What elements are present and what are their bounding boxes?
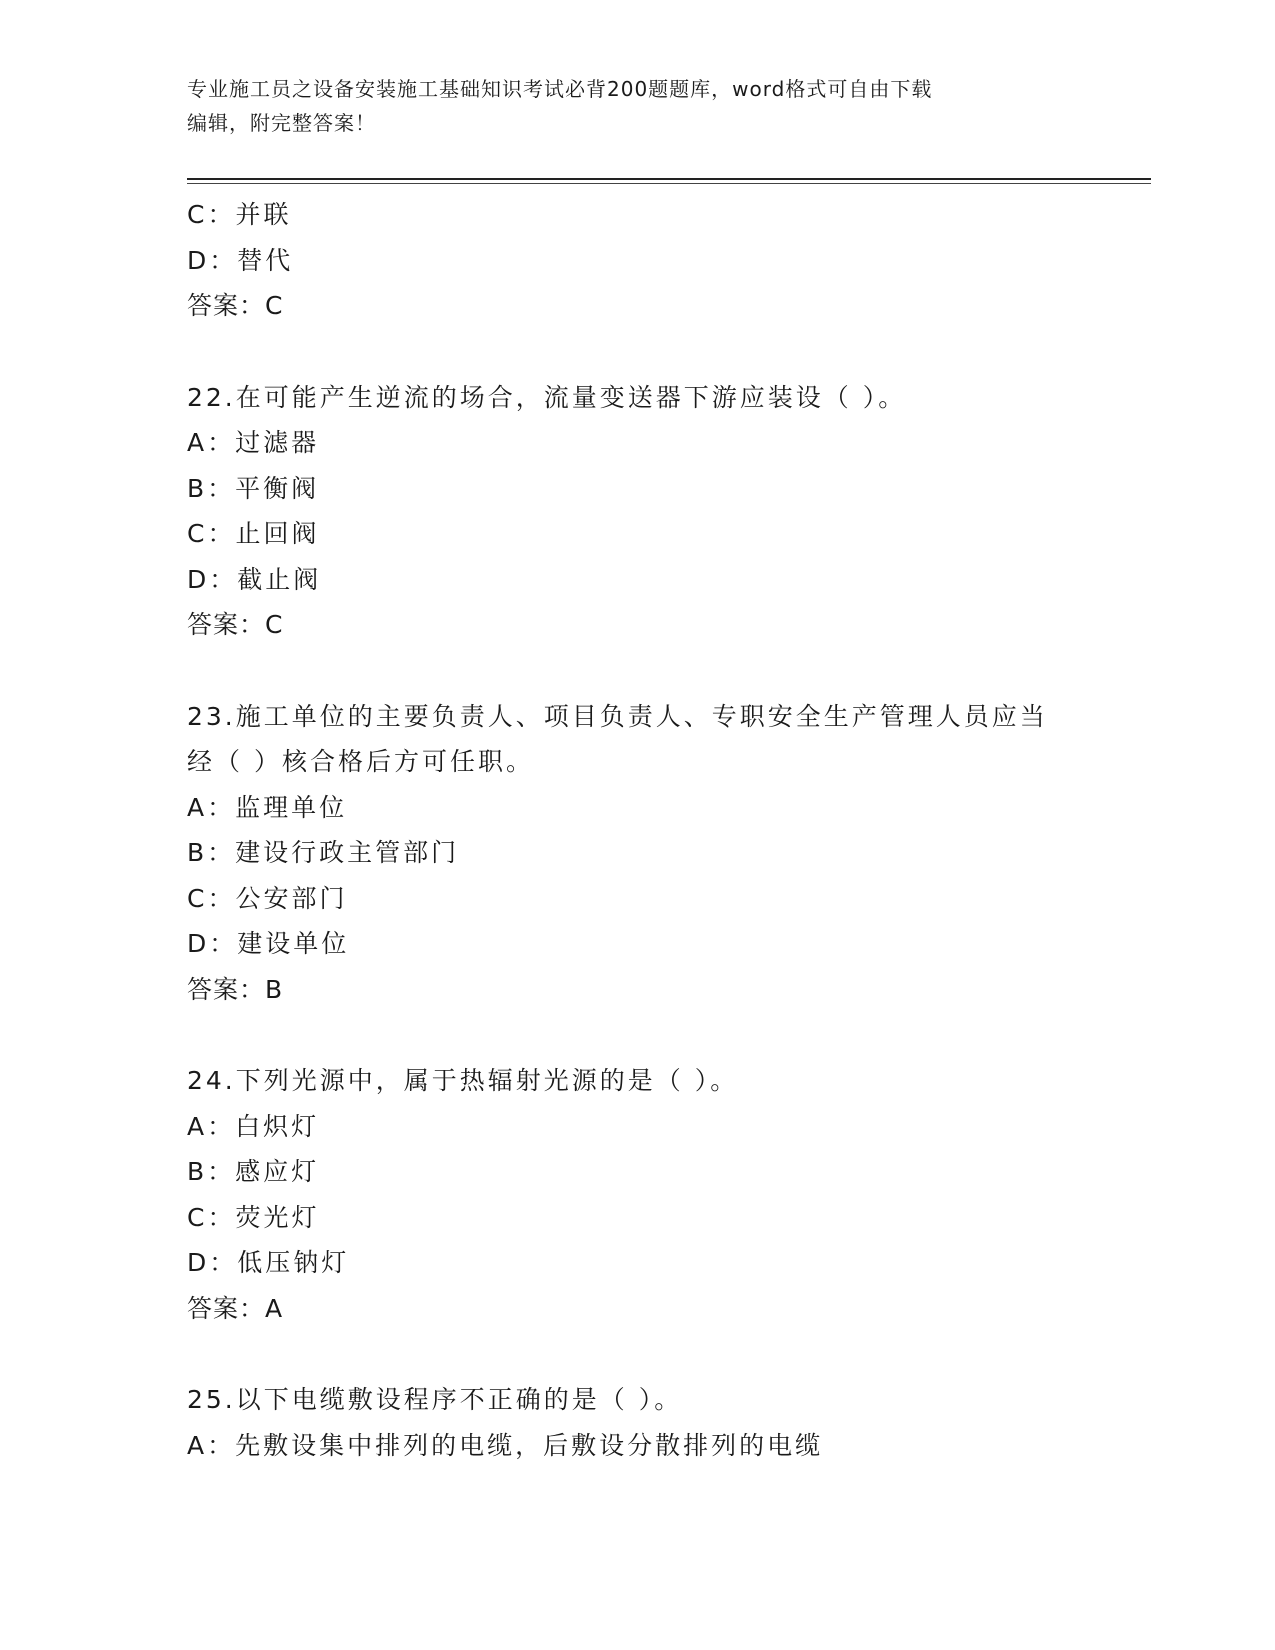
question-stem: 24.下列光源中，属于热辐射光源的是（ ）。 [187,1066,739,1095]
question-24 [187,1058,1087,1331]
option-a: A：过滤器 [187,428,320,457]
option-c: C：并联 [187,200,292,229]
header-title-line-1: 专业施工员之设备安装施工基础知识考试必背200题题库，word格式可自由下载 [187,77,933,101]
option-c: C：荧光灯 [187,1202,320,1232]
option-a: A：先敷设集中排列的电缆，后敷设分散排列的电缆 [187,1430,824,1460]
question-content [187,192,1087,1468]
header-title-line-2: 编辑，附完整答案！ [187,111,376,135]
question-stem: 22.在可能产生逆流的场合，流量变送器下游应装设（ ）。 [187,382,907,412]
option-b: B：感应灯 [187,1157,320,1186]
question-21-continued [187,192,1087,329]
question-23 [187,694,1087,1013]
page-header [187,72,1067,140]
option-d: D：替代 [187,245,294,275]
option-c: C：公安部门 [187,883,348,913]
answer-label: 答案：A [187,1293,284,1323]
option-d: D：截止阀 [187,564,322,594]
option-d: D：建设单位 [187,929,350,958]
question-stem-line-1: 23.施工单位的主要负责人、项目负责人、专职安全生产管理人员应当 [187,701,1048,731]
option-b: B：建设行政主管部门 [187,838,460,867]
option-b: B：平衡阀 [187,473,320,503]
spacer [187,648,1087,694]
spacer [187,329,1087,375]
option-d: D：低压钠灯 [187,1248,350,1277]
header-divider-thick [187,178,1151,180]
option-a: A：白炽灯 [187,1111,320,1141]
answer-label: 答案：C [187,610,284,639]
question-22 [187,375,1087,648]
answer-label: 答案：B [187,974,284,1004]
option-c: C：止回阀 [187,519,320,548]
spacer [187,1012,1087,1058]
option-a: A：监理单位 [187,792,348,822]
question-25 [187,1377,1087,1468]
header-divider-thin [187,183,1151,184]
answer-label: 答案：C [187,291,284,320]
question-stem: 25.以下电缆敷设程序不正确的是（ ）。 [187,1385,683,1414]
question-stem-line-2: 经（ ）核合格后方可任职。 [187,747,534,776]
spacer [187,1331,1087,1377]
